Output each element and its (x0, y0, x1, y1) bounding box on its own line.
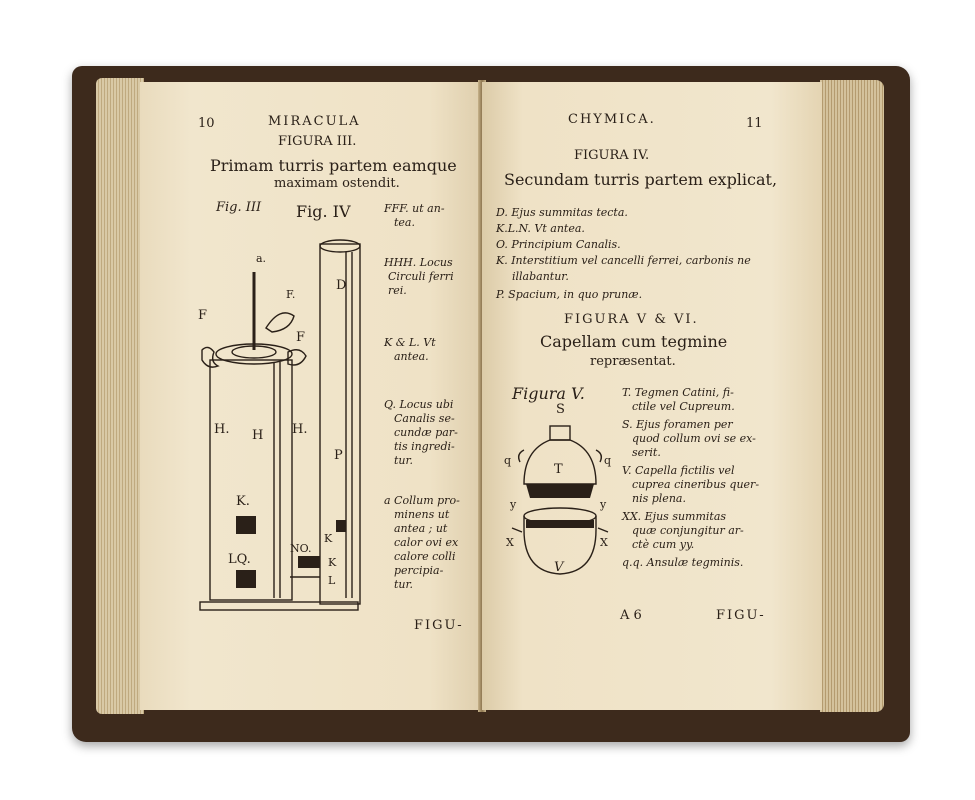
page-edges-right (820, 80, 884, 712)
fig4-label: Fig. IV (296, 202, 351, 221)
letter-no: NO. (290, 542, 312, 555)
figure-title-2: FIGURA V & VI. (564, 312, 699, 327)
legend-line: quod collum ovi se ex- (632, 432, 756, 445)
legend-line: T. Tegmen Catini, fi- (622, 386, 734, 399)
item-line: K. Interstitium vel cancelli ferrei, carbonis ne (496, 254, 751, 267)
legend-line: antea. (394, 350, 429, 363)
catchword: FIGU- (414, 618, 464, 633)
legend-line: cuprea cineribus quer- (632, 478, 760, 491)
legend-line: rei. (388, 284, 407, 297)
legend-line: tur. (394, 454, 414, 467)
running-head: MIRACULA (268, 114, 361, 129)
figure-title: FIGURA III. (278, 134, 357, 149)
letter-t: T (554, 462, 563, 477)
legend-line: HHH. Locus (384, 256, 453, 269)
legend-line: minens ut (394, 508, 450, 521)
legend-line: quæ conjungitur ar- (632, 524, 744, 537)
legend-line: ctile vel Cupreum. (632, 400, 735, 413)
letter-k-3: K (328, 556, 337, 569)
legend-line: Canalis se- (394, 412, 455, 425)
legend-line: FFF. ut an- (384, 202, 445, 215)
caption: Secundam turris partem explicat, (504, 170, 778, 189)
letter-x-2: X (600, 536, 608, 549)
legend-line: a Collum pro- (384, 494, 460, 507)
legend-line: q.q. Ansulæ tegminis. (622, 556, 744, 569)
letter-h-2: H (252, 428, 264, 443)
signature-mark: A 6 (620, 608, 642, 623)
page-edges-left (96, 78, 144, 714)
running-head: CHYMICA. (568, 112, 656, 127)
letter-f-2: F. (286, 288, 296, 301)
letter-l: L (328, 574, 336, 587)
legend-line: Q. Locus ubi (384, 398, 454, 411)
letter-s: S (556, 402, 565, 417)
letter-k-2: K (324, 532, 333, 545)
letter-a: a. (256, 252, 267, 265)
fig3-label: Fig. III (216, 200, 262, 215)
letter-y-1: y (510, 498, 517, 511)
fig5-label: Figura V. (512, 384, 585, 403)
legend-line: V. Capella fictilis vel (622, 464, 735, 477)
legend-line: calore colli (394, 550, 456, 563)
right-page (482, 82, 822, 710)
legend-line: calor ovi ex (394, 536, 459, 549)
letter-q-2: q (604, 454, 612, 467)
letter-f-1: F (198, 308, 208, 323)
item-line: D. Ejus summitas tecta. (496, 206, 628, 219)
legend-line: percipia- (394, 564, 444, 577)
letter-q-1: q (504, 454, 512, 467)
letter-lq: LQ. (228, 552, 251, 567)
letter-f-3: F (296, 330, 306, 345)
figure-title: FIGURA IV. (574, 148, 650, 163)
letter-h-3: H. (292, 422, 308, 437)
legend-line: ctè cum yy. (632, 538, 695, 551)
legend-line: Circuli ferri (388, 270, 454, 283)
letter-x-1: X (506, 536, 514, 549)
item-line: illabantur. (512, 270, 569, 283)
left-page (140, 82, 480, 710)
legend-line: cundæ par- (394, 426, 458, 439)
legend-line: tea. (394, 216, 415, 229)
legend-line: antea ; ut (394, 522, 448, 535)
legend-line: XX. Ejus summitas (622, 510, 727, 523)
caption-line-1: Primam turris partem eamque (210, 156, 457, 175)
letter-y-2: y (600, 498, 607, 511)
letter-p: P (334, 448, 343, 463)
caption-2-line-1: Capellam cum tegmine (540, 332, 728, 351)
item-line: K.L.N. Vt antea. (496, 222, 585, 235)
legend-line: tur. (394, 578, 414, 591)
legend-line: S. Ejus foramen per (622, 418, 733, 431)
caption-2-line-2: repræsentat. (590, 354, 676, 369)
letter-d: D (336, 278, 347, 293)
letter-k: K. (236, 494, 250, 509)
item-line: O. Principium Canalis. (496, 238, 621, 251)
caption-line-2: maximam ostendit. (274, 176, 400, 191)
letter-h-1: H. (214, 422, 230, 437)
catchword: FIGU- (716, 608, 766, 623)
page-number: 10 (198, 116, 215, 131)
legend-line: K & L. Vt (384, 336, 436, 349)
legend-line: tis ingredi- (394, 440, 455, 453)
legend-line: nis plena. (632, 492, 686, 505)
item-line: P. Spacium, in quo prunæ. (496, 288, 643, 301)
page-number: 11 (746, 116, 763, 131)
legend-line: serit. (632, 446, 661, 459)
letter-v: V (554, 560, 564, 575)
